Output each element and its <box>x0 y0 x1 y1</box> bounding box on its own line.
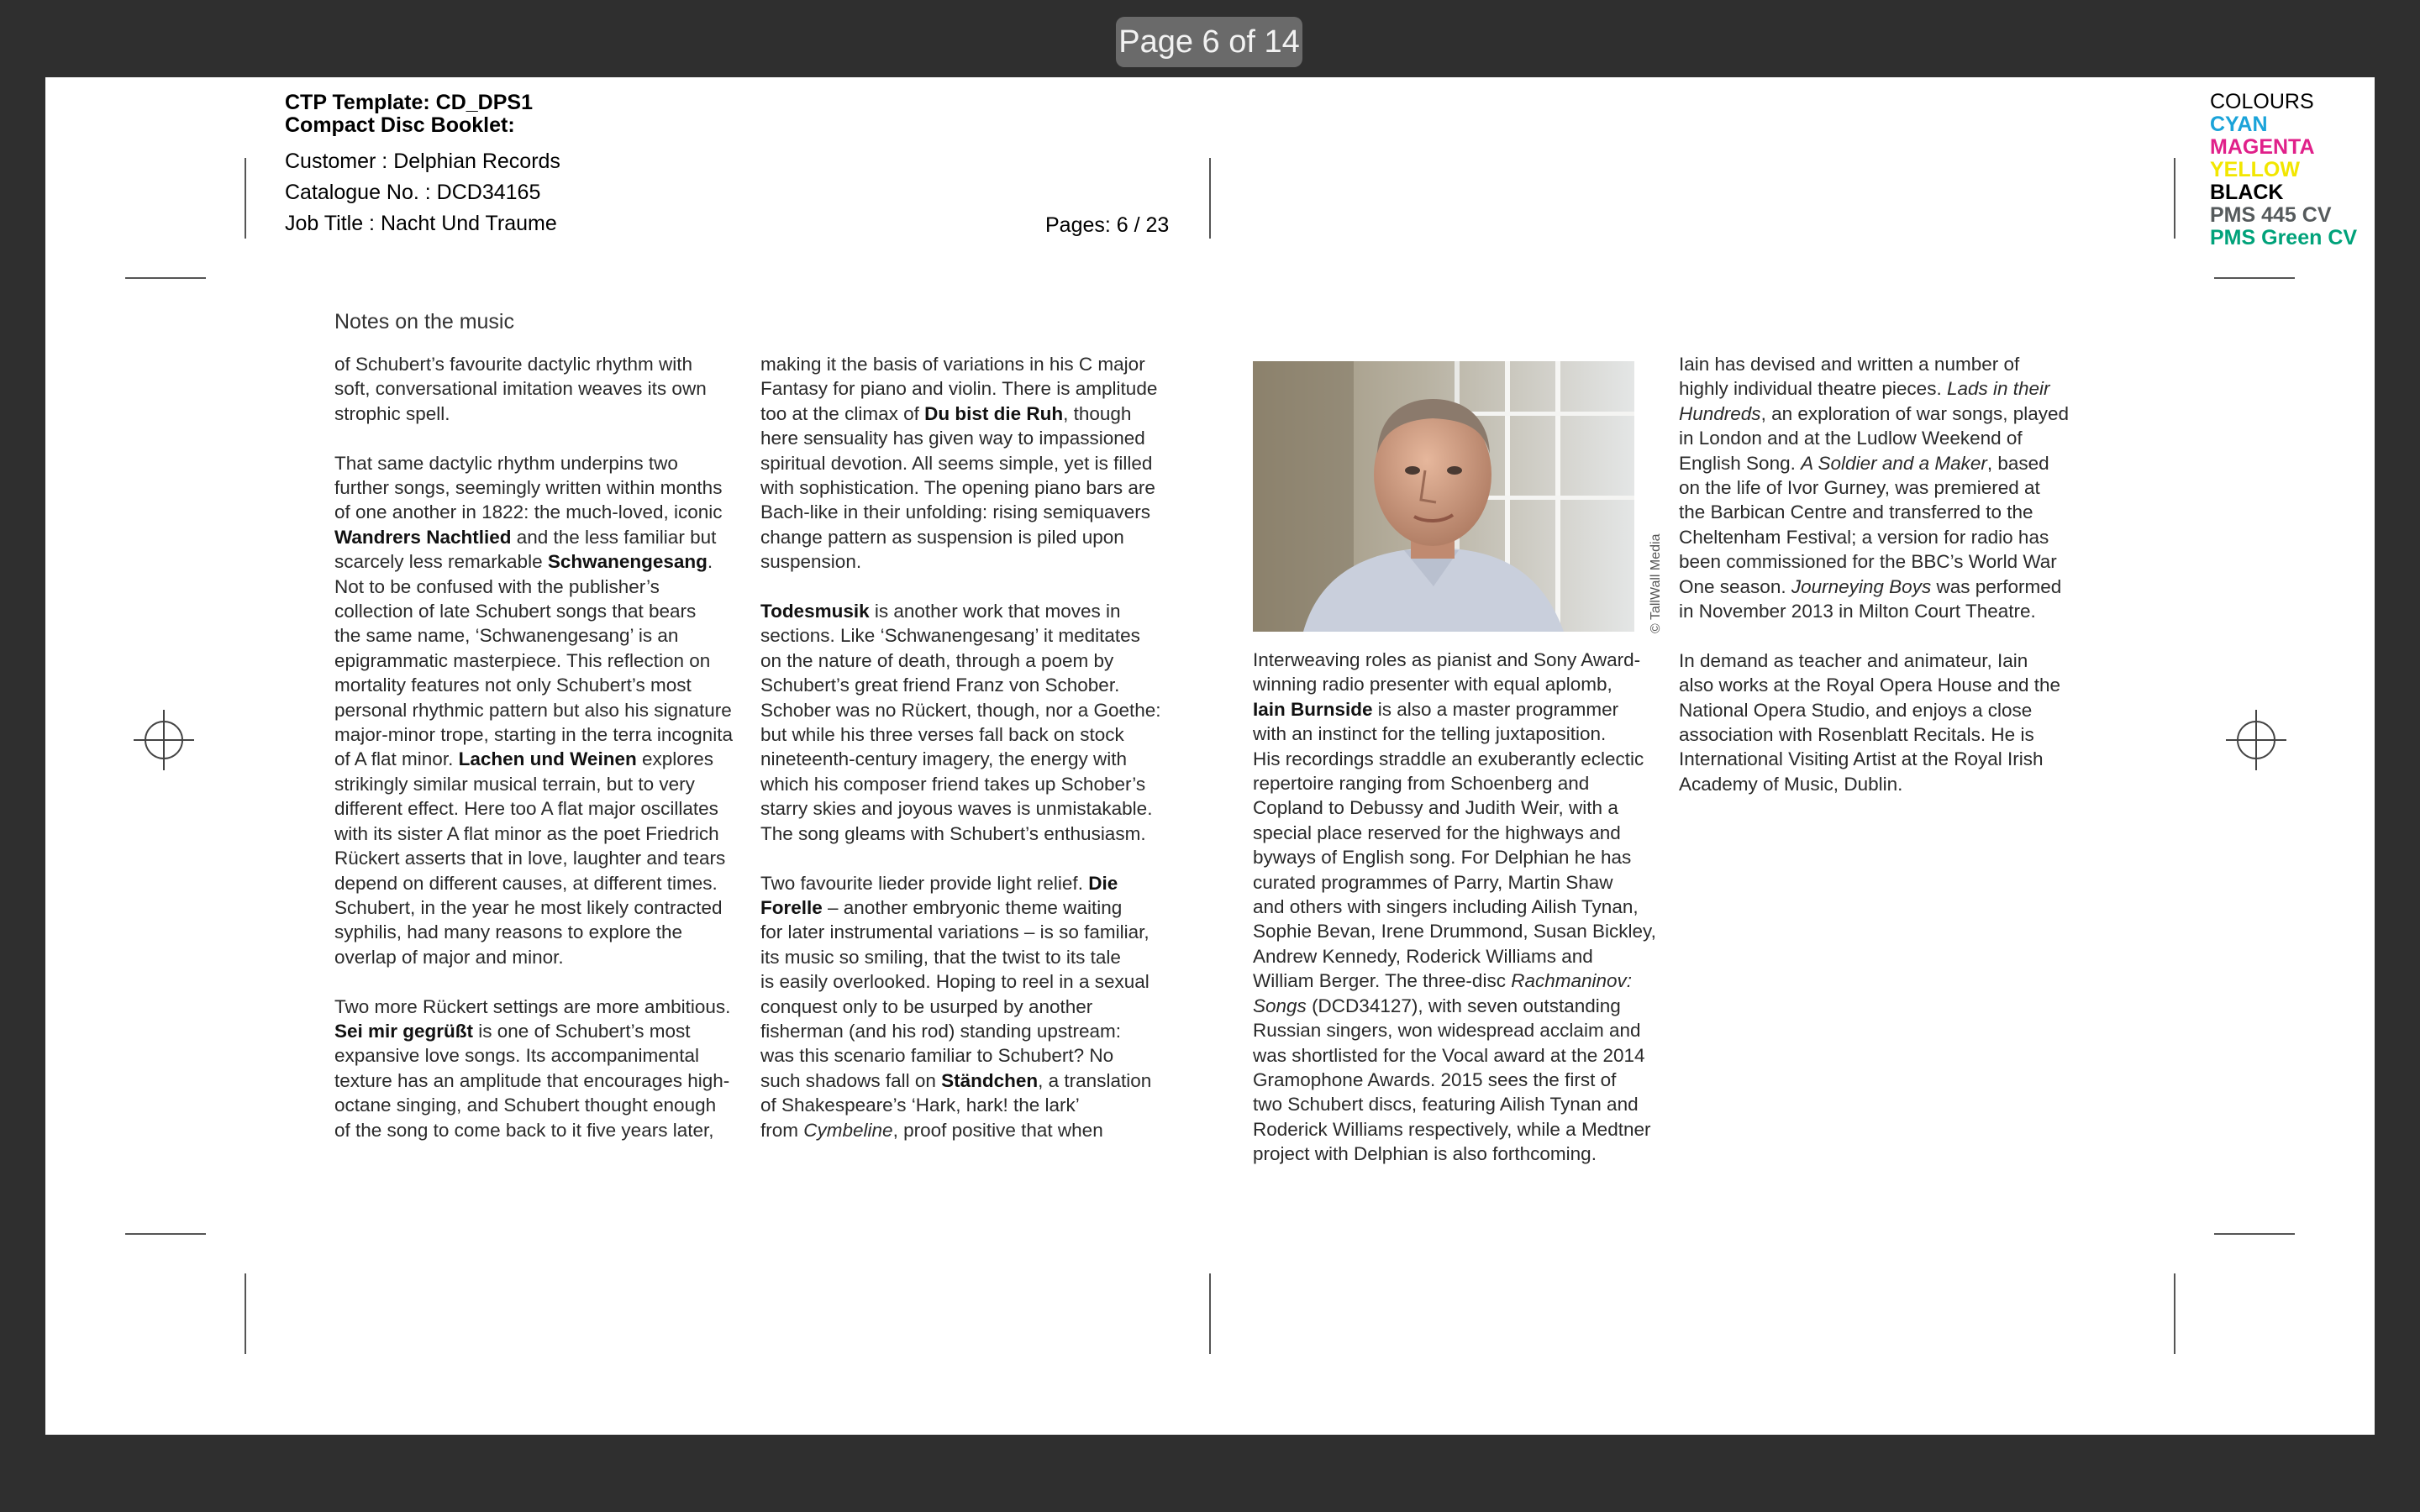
text-line <box>334 525 755 549</box>
text-line <box>1253 697 1673 722</box>
song-title: Schwanengesang <box>547 551 708 573</box>
text-line: Russian singers, won widespread acclaim and <box>1253 1020 1641 1042</box>
work-title: Songs <box>1253 995 1307 1016</box>
section-title: Notes on the music <box>334 310 514 333</box>
text-run: (DCD34127), with seven outstanding <box>1306 995 1621 1016</box>
paragraph <box>1679 648 2116 796</box>
customer-label: Customer : Delphian Records <box>285 150 560 173</box>
work-title: A Soldier and a Maker <box>1801 452 1987 474</box>
crop-mark <box>2214 1233 2295 1235</box>
text-line: on the nature of death, through a poem by <box>760 649 1114 671</box>
text-line: of Schubert’s favourite dactylic rhythm with <box>334 354 693 375</box>
text-line: Interweaving roles as pianist and Sony Award- <box>1253 649 1641 670</box>
song-title: Forelle <box>760 896 823 918</box>
text-line: strophic spell. <box>334 402 450 424</box>
text-line: expansive love songs. Its accompanimental <box>334 1045 699 1067</box>
text-line <box>1679 451 2116 475</box>
text-line: nineteenth-century imagery, the energy with <box>760 748 1128 770</box>
text-line: starry skies and joyous waves is unmistakable. <box>760 798 1153 820</box>
text-line: In demand as teacher and animateur, Iain <box>1679 649 2028 671</box>
text-line: of Shakespeare’s ‘Hark, hark! the lark’ <box>760 1095 1080 1116</box>
text-line <box>760 402 1214 426</box>
text-line: in November 2013 in Milton Court Theatre. <box>1679 601 2036 622</box>
text-line: conquest only to be usurped by another <box>760 995 1093 1017</box>
text-line: repertoire ranging from Schoenberg and <box>1253 773 1590 795</box>
text-column-4 <box>1679 352 2116 796</box>
text-line: suspension. <box>760 551 862 573</box>
paragraph <box>1253 648 1673 1167</box>
text-line: Copland to Debussy and Judith Weir, with a <box>1253 797 1618 819</box>
crop-mark <box>2214 277 2295 279</box>
crop-mark <box>245 158 246 239</box>
text-line: Schubert’s great friend Franz von Schober. <box>760 675 1120 696</box>
text-line: for later instrumental variations – is so familiar, <box>760 921 1150 943</box>
text-run: One season. <box>1679 575 1791 597</box>
paragraph <box>334 451 755 970</box>
text-run: , though <box>1063 402 1132 424</box>
text-line: of the song to come back to it five years later, <box>334 1119 714 1141</box>
text-line: association with Rosenblatt Recitals. He is <box>1679 724 2034 746</box>
colours-heading: COLOURS <box>2210 90 2314 113</box>
portrait-image <box>1253 361 1634 632</box>
text-line: Roderick Williams respectively, while a Medtner <box>1253 1118 1651 1140</box>
text-line: Cheltenham Festival; a version for radio has <box>1679 526 2049 548</box>
text-line <box>1253 969 1673 993</box>
work-title: Rachmaninov: <box>1511 970 1633 992</box>
text-line: soft, conversational imitation weaves its own <box>334 378 707 400</box>
text-line: project with Delphian is also forthcoming. <box>1253 1143 1597 1165</box>
song-title: Lachen und Weinen <box>458 748 637 770</box>
text-run: scarcely less remarkable <box>334 551 548 573</box>
text-line: and others with singers including Ailish Tynan, <box>1253 896 1639 918</box>
song-title: Du bist die Ruh <box>924 402 1064 424</box>
text-line: the Barbican Centre and transferred to the <box>1679 501 2033 523</box>
text-line: was this scenario familiar to Schubert? No <box>760 1045 1114 1067</box>
text-line <box>1679 575 2116 599</box>
text-line: Gramophone Awards. 2015 sees the first of <box>1253 1068 1617 1090</box>
text-column-1 <box>334 352 755 1142</box>
crop-mark <box>245 1273 246 1354</box>
portrait-photo <box>1253 361 1634 632</box>
text-line: Two more Rückert settings are more ambitious. <box>334 995 731 1017</box>
text-run: , proof positive that when <box>892 1119 1103 1141</box>
job-title-label: Job Title : Nacht Und Traume <box>285 212 557 235</box>
text-run: such shadows fall on <box>760 1069 942 1091</box>
text-line: the same name, ‘Schwanengesang’ is an <box>334 625 679 647</box>
paragraph <box>1679 352 2116 623</box>
text-line: That same dactylic rhythm underpins two <box>334 452 678 474</box>
text-line: special place reserved for the highways and <box>1253 822 1621 843</box>
artist-name: Iain Burnside <box>1253 698 1373 720</box>
text-line <box>334 549 755 574</box>
text-line: making it the basis of variations in his C major <box>760 354 1145 375</box>
text-line: with an instinct for the telling juxtaposition. <box>1253 723 1607 745</box>
text-line: strikingly similar musical terrain, but to very <box>334 773 695 795</box>
colour-black: BLACK <box>2210 181 2284 204</box>
text-line: Andrew Kennedy, Roderick Williams and <box>1253 945 1593 967</box>
colour-pms-445: PMS 445 CV <box>2210 203 2332 227</box>
text-run: explores <box>636 748 713 770</box>
text-line: two Schubert discs, featuring Ailish Tynan and <box>1253 1094 1639 1116</box>
text-line: on the life of Ivor Gurney, was premiered at <box>1679 477 2040 499</box>
crop-mark <box>2174 1273 2175 1354</box>
text-line <box>1253 994 1673 1018</box>
text-line: with sophistication. The opening piano bars are <box>760 477 1155 499</box>
song-title: Wandrers Nachtlied <box>334 526 512 548</box>
crop-mark <box>1209 158 1211 239</box>
text-line: Academy of Music, Dublin. <box>1679 773 1903 795</box>
text-line: change pattern as suspension is piled upon <box>760 526 1124 548</box>
text-line: texture has an amplitude that encourages high- <box>334 1069 730 1091</box>
paragraph <box>760 352 1214 575</box>
text-line: curated programmes of Parry, Martin Shaw <box>1253 871 1613 893</box>
text-line: was shortlisted for the Vocal award at the 2014 <box>1253 1044 1645 1066</box>
text-line: The song gleams with Schubert’s enthusiasm. <box>760 822 1146 844</box>
paragraph <box>334 352 755 426</box>
text-line <box>334 1019 755 1043</box>
catalogue-label: Catalogue No. : DCD34165 <box>285 181 541 204</box>
text-run: was performed <box>1931 575 2062 597</box>
text-line <box>760 1068 1214 1093</box>
colour-cyan: CYAN <box>2210 113 2268 136</box>
registration-mark-icon <box>2226 710 2286 770</box>
text-line: Iain has devised and written a number of <box>1679 354 2020 375</box>
text-line: overlap of major and minor. <box>334 946 564 968</box>
text-line <box>760 895 1214 920</box>
text-line: Schober was no Rückert, though, nor a Goethe: <box>760 699 1161 721</box>
text-line: also works at the Royal Opera House and the <box>1679 675 2060 696</box>
colour-pms-green: PMS Green CV <box>2210 226 2358 249</box>
text-line: different effect. Here too A flat major oscillates <box>334 798 718 820</box>
registration-mark-icon <box>134 710 194 770</box>
text-line: Bach-like in their unfolding: rising semiquavers <box>760 501 1150 523</box>
text-line: spiritual devotion. All seems simple, yet is filled <box>760 452 1153 474</box>
text-line <box>760 871 1214 895</box>
song-title: Ständchen <box>941 1069 1039 1091</box>
colour-magenta: MAGENTA <box>2210 135 2315 159</box>
text-run: too at the climax of <box>760 402 925 424</box>
text-column-3 <box>1253 648 1673 1167</box>
text-run: highly individual theatre pieces. <box>1679 378 1947 400</box>
text-line: Fantasy for piano and violin. There is amplitude <box>760 378 1158 400</box>
text-line: Sophie Bevan, Irene Drummond, Susan Bickley, <box>1253 921 1656 942</box>
text-line: with its sister A flat minor as the poet Friedrich <box>334 822 719 844</box>
text-line: mortality features not only Schubert’s most <box>334 675 692 696</box>
text-column-2 <box>760 352 1214 1142</box>
song-title: Sei mir gegrüßt <box>334 1020 474 1042</box>
text-line: fisherman (and his rod) standing upstream: <box>760 1020 1121 1042</box>
text-line: octane singing, and Schubert thought enough <box>334 1095 717 1116</box>
text-line: major-minor trope, starting in the terra incognita <box>334 724 733 746</box>
document-page <box>45 77 2375 1435</box>
text-line: Schubert, in the year he most likely contracted <box>334 896 723 918</box>
text-line: Rückert asserts that in love, laughter and tears <box>334 848 726 869</box>
template-label: CTP Template: CD_DPS1 <box>285 91 533 114</box>
text-line: Not to be confused with the publisher’s <box>334 575 660 597</box>
text-line: National Opera Studio, and enjoys a close <box>1679 699 2033 721</box>
text-line: depend on different causes, at different times. <box>334 872 718 894</box>
text-run: , an exploration of war songs, played <box>1760 402 2070 424</box>
text-line: further songs, seemingly written within months <box>334 477 723 499</box>
text-run: , a translation <box>1038 1069 1152 1091</box>
text-line <box>334 747 755 771</box>
text-line: International Visiting Artist at the Royal Irish <box>1679 748 2044 770</box>
text-line <box>760 599 1214 623</box>
text-run: William Berger. The three-disc <box>1253 970 1512 992</box>
crop-mark <box>1209 1273 1211 1354</box>
text-run: . <box>707 551 713 573</box>
text-line: collection of late Schubert songs that bears <box>334 601 697 622</box>
text-line: which his composer friend takes up Schober’s <box>760 773 1146 795</box>
photo-credit: © TallWall Media <box>1649 533 1663 633</box>
text-line: here sensuality has given way to impassioned <box>760 428 1145 449</box>
text-run: from <box>760 1119 804 1141</box>
crop-mark <box>125 277 206 279</box>
work-title: Journeying Boys <box>1791 575 1932 597</box>
crop-mark <box>2174 158 2175 239</box>
text-line <box>1679 402 2116 426</box>
text-line: been commissioned for the BBC’s World War <box>1679 551 2057 573</box>
text-line: its music so smiling, that the twist to its tale <box>760 946 1121 968</box>
work-title: Lads in their <box>1946 378 2050 400</box>
paragraph <box>760 599 1214 846</box>
text-line: byways of English song. For Delphian he has <box>1253 847 1632 869</box>
paragraph <box>760 871 1214 1142</box>
text-line: epigrammatic masterpiece. This reflection on <box>334 649 711 671</box>
text-line: winning radio presenter with equal aplomb, <box>1253 674 1612 696</box>
page-indicator: Page 6 of 14 <box>1116 17 1302 67</box>
text-line: sections. Like ‘Schwanengesang’ it meditates <box>760 625 1140 647</box>
song-title: Die <box>1088 872 1118 894</box>
text-line: His recordings straddle an exuberantly eclectic <box>1253 748 1644 769</box>
pages-label: Pages: 6 / 23 <box>1045 213 1170 237</box>
text-run: is also a master programmer <box>1372 698 1619 720</box>
text-line: personal rhythmic pattern but also his signature <box>334 699 732 721</box>
text-run: Two favourite lieder provide light relief. <box>760 872 1089 894</box>
text-line <box>760 1118 1214 1142</box>
paragraph <box>334 995 755 1142</box>
colour-yellow: YELLOW <box>2210 158 2300 181</box>
text-run: is one of Schubert’s most <box>473 1020 691 1042</box>
text-line: in London and at the Ludlow Weekend of <box>1679 428 2023 449</box>
text-run: is another work that moves in <box>869 601 1121 622</box>
text-run: of A flat minor. <box>334 748 459 770</box>
text-line: of one another in 1822: the much-loved, iconic <box>334 501 723 523</box>
text-line: is easily overlooked. Hoping to reel in a sexual <box>760 971 1150 993</box>
booklet-label: Compact Disc Booklet: <box>285 113 515 137</box>
text-run: – another embryonic theme waiting <box>822 896 1123 918</box>
work-title: Cymbeline <box>803 1119 893 1141</box>
text-run: English Song. <box>1679 452 1802 474</box>
crop-mark <box>125 1233 206 1235</box>
text-line: syphilis, had many reasons to explore the <box>334 921 682 943</box>
text-line <box>1679 376 2116 401</box>
work-title: Hundreds <box>1679 402 1761 424</box>
colours-legend <box>2210 91 2357 249</box>
text-run: , based <box>1986 452 2049 474</box>
text-run: and the less familiar but <box>511 526 717 548</box>
text-line: but while his three verses fall back on stock <box>760 724 1124 746</box>
song-title: Todesmusik <box>760 601 870 622</box>
